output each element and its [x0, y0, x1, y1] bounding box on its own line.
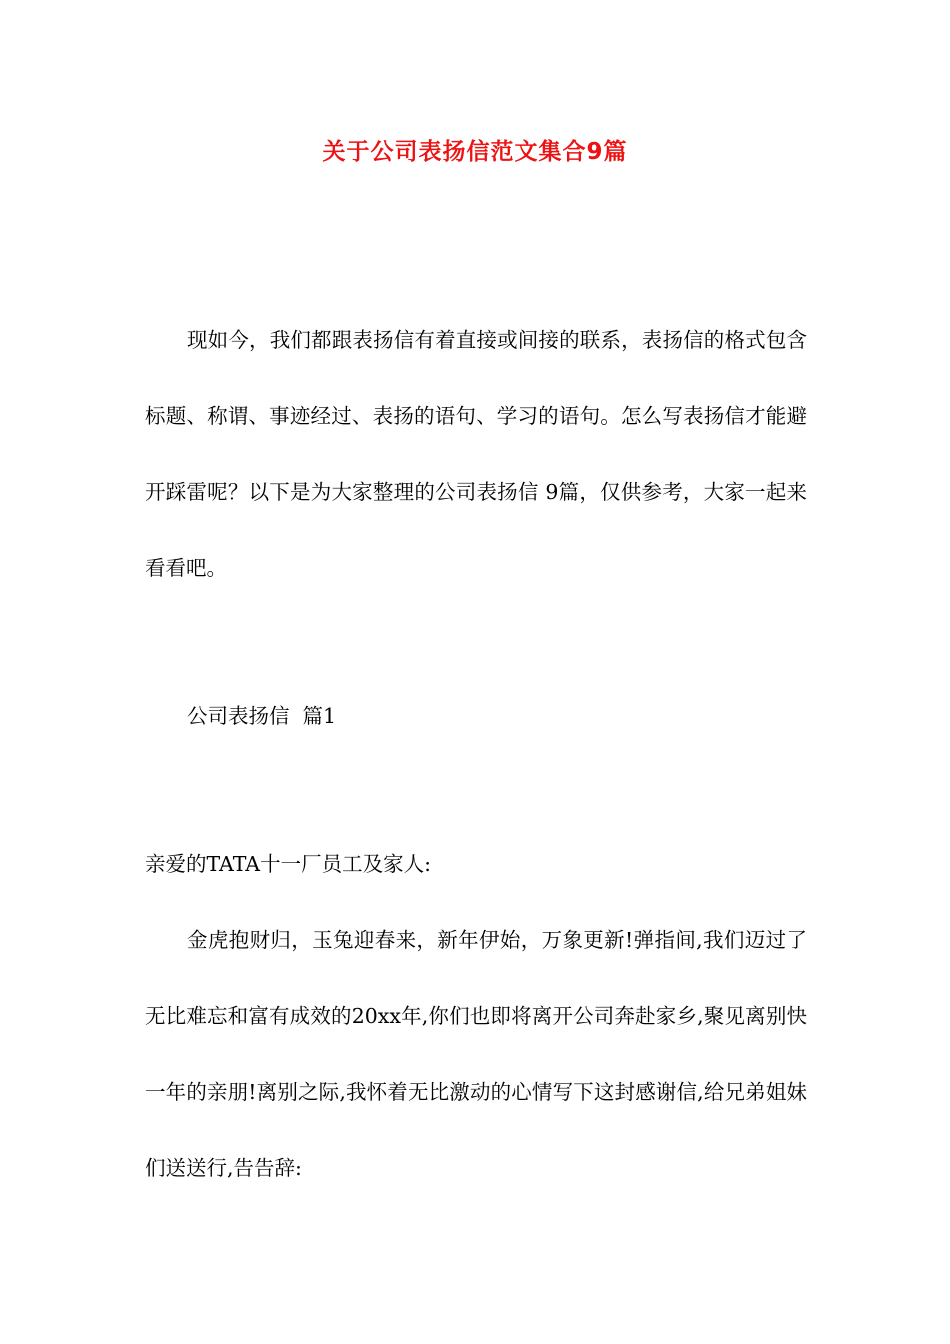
section-heading: 公司表扬信 篇1 [187, 704, 337, 728]
document-title: 关于公司表扬信范文集合9篇 [322, 139, 628, 165]
body-paragraph: 金虎抱财归，玉兔迎春来，新年伊始，万象更新!弹指间,我们迈过了无比难忘和富有成效的20xx年,你们也即将离开公司奔赴家乡,聚见离别快一年的亲朋!离别之际,我怀着无比激动的心情写下这封感谢信,给兄弟姐妹们送送行,告告辞: [145, 928, 807, 1180]
intro-paragraph: 现如今，我们都跟表扬信有着直接或间接的联系，表扬信的格式包含标题、称谓、事迹经过、表扬的语句、学习的语句。怎么写表扬信才能避开踩雷呢？以下是为大家整理的公司表扬信 9篇，仅供参考，大家一起来看看吧。 [145, 328, 807, 580]
salutation: 亲爱的TATA十一厂员工及家人: [145, 852, 431, 876]
